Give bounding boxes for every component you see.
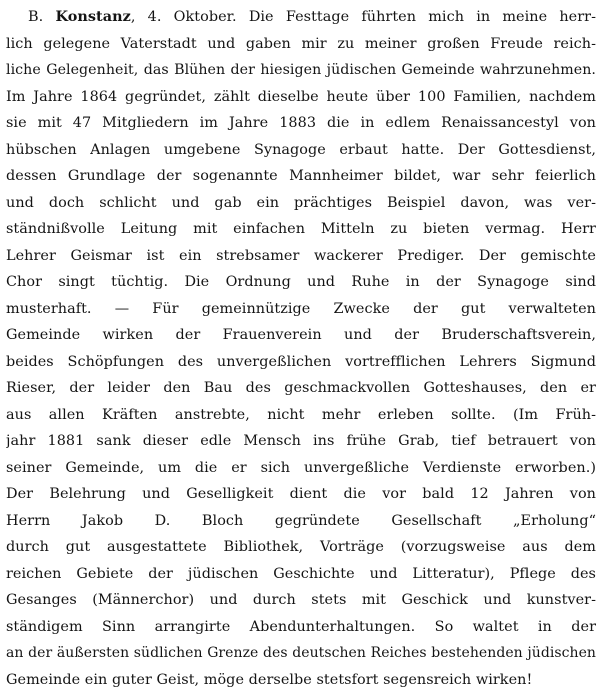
text-line: Gemeinde ein guter Geist, möge derselbe stetsfort segensreich wirken! [6, 667, 596, 693]
text-line: jahr 1881 sank dieser edle Mensch ins frühe Grab, tief betrauert von [6, 428, 596, 455]
text-line: dessen Grundlage der sogenannte Mannheimer bildet, war sehr feierlich [6, 163, 596, 190]
text-line: Gemeinde wirken der Frauenverein und der Bruderschaftsverein, [6, 322, 596, 349]
author-initial: B. [28, 9, 43, 25]
text-line: hübschen Anlagen umgebene Synagoge erbaut hatte. Der Gottesdienst, [6, 137, 596, 164]
text-line: beides Schöpfungen des unvergeßlichen vortrefflichen Lehrers Sigmund [6, 349, 596, 376]
dateline-place: Konstanz [55, 8, 130, 25]
text-line: durch gut ausgestattete Bibliothek, Vorträge (vorzugsweise aus dem [6, 534, 596, 561]
text-line: Der Belehrung und Geselligkeit dient die vor bald 12 Jahren von [6, 481, 596, 508]
text-line: reichen Gebiete der jüdischen Geschichte und Litteratur), Pflege des [6, 561, 596, 588]
article-lead-line [6, 4, 596, 31]
text-line: ständnißvolle Leitung mit einfachen Mitteln zu bieten vermag. Herr [6, 216, 596, 243]
text-line: Herrn Jakob D. Bloch gegründete Gesellschaft „Erholung“ [6, 508, 596, 535]
text-line: Im Jahre 1864 gegründet, zählt dieselbe heute über 100 Familien, nachdem [6, 84, 596, 111]
text-line: liche Gelegenheit, das Blühen der hiesigen jüdischen Gemeinde wahrzunehmen. [6, 57, 596, 84]
text-line: Chor singt tüchtig. Die Ordnung und Ruhe in der Synagoge sind [6, 269, 596, 296]
text-line: lich gelegene Vaterstadt und gaben mir zu meiner großen Freude reich- [6, 31, 596, 58]
text-line: Gesanges (Männerchor) und durch stets mit Geschick und kunstver- [6, 587, 596, 614]
text-line: aus allen Kräften anstrebte, nicht mehr erleben sollte. (Im Früh- [6, 402, 596, 429]
text-line: Rieser, der leider den Bau des geschmackvollen Gotteshauses, den er [6, 375, 596, 402]
text-line: seiner Gemeinde, um die er sich unvergeßliche Verdienste erworben.) [6, 455, 596, 482]
text-line: ständigem Sinn arrangirte Abendunterhaltungen. So waltet in der [6, 614, 596, 641]
text-line: musterhaft. — Für gemeinnützige Zwecke der gut verwalteten [6, 296, 596, 323]
text-line: an der äußersten südlichen Grenze des deutschen Reiches bestehenden jüdischen [6, 640, 596, 667]
text-line: sie mit 47 Mitgliedern im Jahre 1883 die in edlem Renaissancestyl von [6, 110, 596, 137]
text-line: und doch schlicht und gab ein prächtiges Beispiel davon, was ver- [6, 190, 596, 217]
article-body [6, 4, 596, 693]
text-line: Lehrer Geismar ist ein strebsamer wackerer Prediger. Der gemischte [6, 243, 596, 270]
lead-text: , 4. Oktober. Die Festtage führten mich in meine herr- [131, 9, 596, 25]
